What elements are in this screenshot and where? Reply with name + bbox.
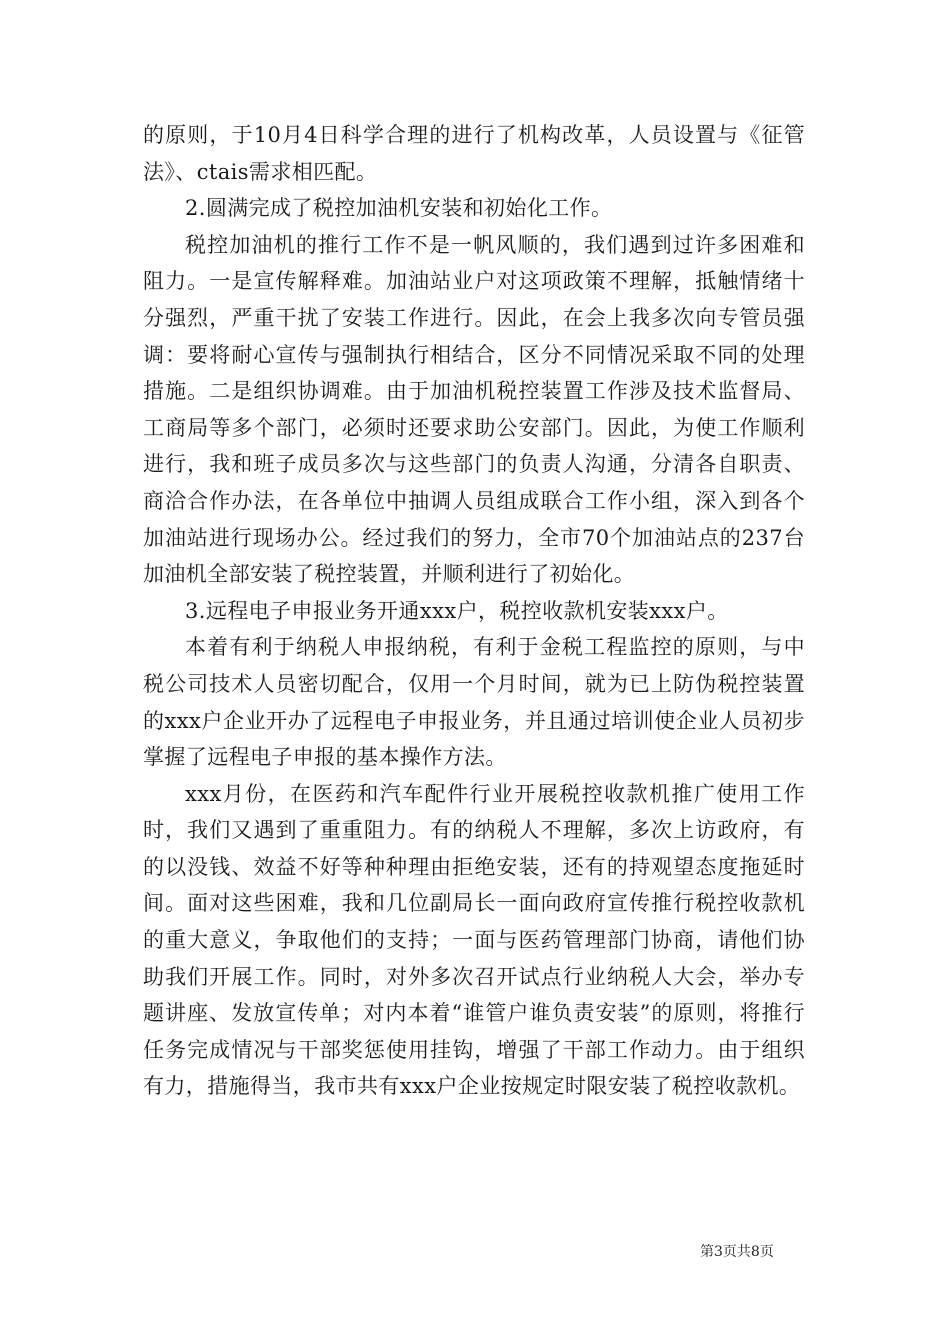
paragraph-e-filing: 本着有利于纳税人申报纳税，有利于金税工程监控的原则，与中税公司技术人员密切配合，仅用一个月时间，就为已上防伪税控装置的xxx户企业开办了远程电子申报业务，并且通过培训使企业人员初步掌握了远程电子申报的基本操作方法。 [143,635,805,770]
paragraph-heading-3: 3.远程电子申报业务开通xxx户，税控收款机安装xxx户。 [185,598,729,623]
document-body [143,117,805,1105]
paragraph-continuation: 的原则，于10月4日科学合理的进行了机构改革，人员设置与《征管法》、ctais需求相匹配。 [143,123,805,184]
paragraph-heading-2: 2.圆满完成了税控加油机安装和初始化工作。 [185,196,613,221]
paragraph-cash-register: xxx月份，在医药和汽车配件行业开展税控收款机推广使用工作时，我们又遇到了重重阻力。有的纳税人不理解，多次上访政府，有的以没钱、效益不好等种种理由拒绝安装，还有的持观望态度拖延时间。面对这些困难，我和几位副局长一面向政府宣传推行税控收款机的重大意义，争取他们的支持；一面与医药管理部门协商，请他们协助我们开展工作。同时，对外多次召开试点行业纳税人大会，举办专题讲座、发放宣传单；对内本着“谁管户谁负责安装”的原则，将推行任务完成情况与干部奖惩使用挂钩，增强了干部工作动力。由于组织有力，措施得当，我市共有xxx户企业按规定时限安装了税控收款机。 [143,781,805,1099]
paragraph-fuel-dispenser: 税控加油机的推行工作不是一帆风顺的，我们遇到过许多困难和阻力。一是宣传解释难。加油站业户对这项政策不理解，抵触情绪十分强烈，严重干扰了安装工作进行。因此，在会上我多次向专管员强调：要将耐心宣传与强制执行相结合，区分不同情况采取不同的处理措施。二是组织协调难。由于加油机税控装置工作涉及技术监督局、工商局等多个部门，必须时还要求助公安部门。因此，为使工作顺利进行，我和班子成员多次与这些部门的负责人沟通，分清各自职责、商洽合作办法，在各单位中抽调人员组成联合工作小组，深入到各个加油站进行现场办公。经过我们的努力，全市70个加油站点的237台加油机全部安装了税控装置，并顺利进行了初始化。 [143,232,805,587]
page-number-footer: 第3页共8页 [700,1244,774,1260]
